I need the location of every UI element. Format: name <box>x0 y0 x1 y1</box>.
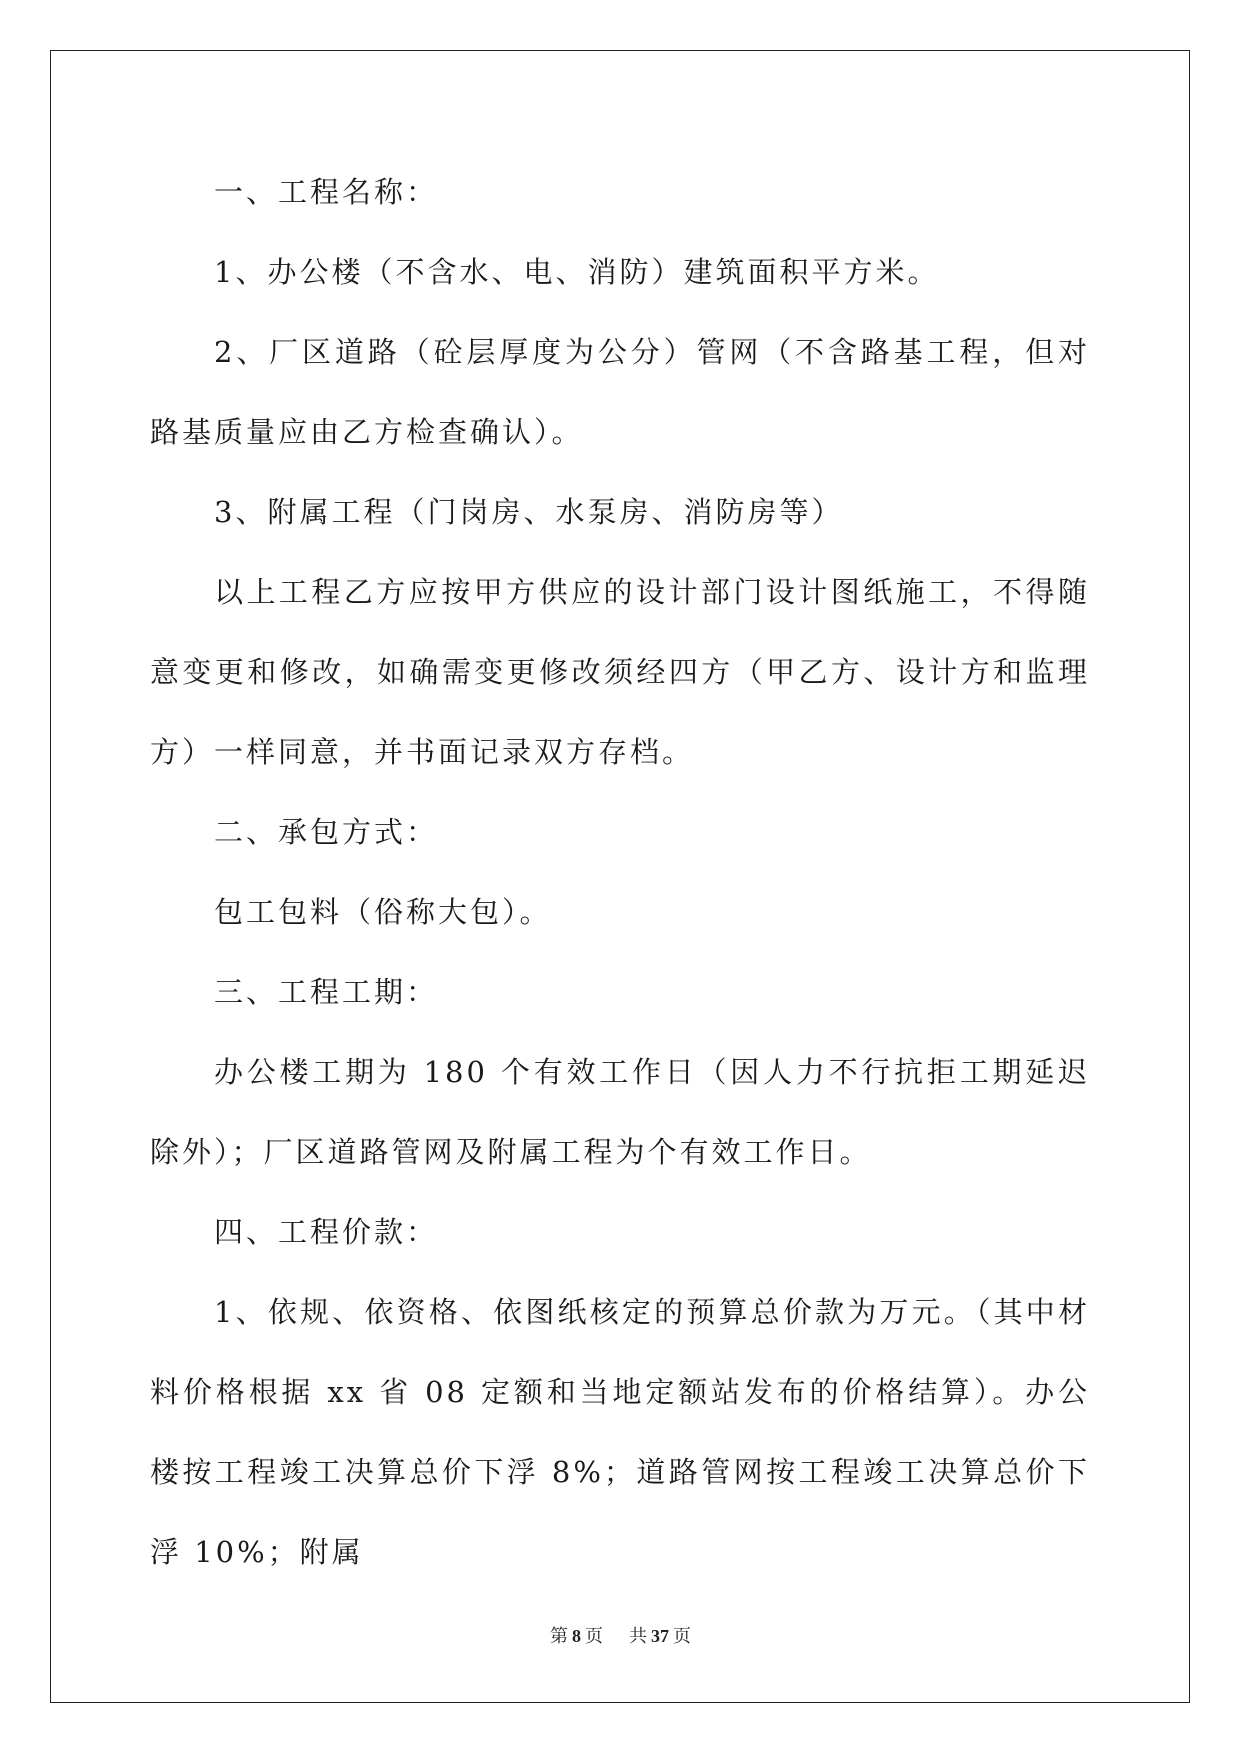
paragraph-auxiliary-works: 3、附属工程（门岗房、水泵房、消防房等） <box>214 495 844 529</box>
paragraph-section-4-heading: 四、工程价款： <box>214 1215 439 1249</box>
document-body <box>150 152 1090 1592</box>
paragraph-contract-price: 1、依规、依资格、依图纸核定的预算总价款为万元。（其中材料价格根据 xx 省 08 定额和当地定额站发布的价格结算）。办公楼按工程竣工决算总价下浮 8%；道路管网按工程竣工决算总价下浮 10%；附属 <box>150 1295 1090 1569</box>
page-footer <box>0 1622 1241 1648</box>
footer-page-suffix: 页 <box>585 1626 603 1646</box>
footer-page-prefix: 第 <box>550 1626 568 1646</box>
paragraph-section-3-heading: 三、工程工期： <box>214 975 439 1009</box>
paragraph-section-1-heading: 一、工程名称： <box>214 175 439 209</box>
paragraph-construction-period: 办公楼工期为 180 个有效工作日（因人力不行抗拒工期延迟除外）；厂区道路管网及附属工程为个有效工作日。 <box>150 1055 1090 1169</box>
footer-page-number: 8 <box>572 1626 581 1646</box>
footer-total-prefix: 共 <box>629 1626 647 1646</box>
paragraph-design-drawings: 以上工程乙方应按甲方供应的设计部门设计图纸施工，不得随意变更和修改，如确需变更修改须经四方（甲乙方、设计方和监理方）一样同意，并书面记录双方存档。 <box>150 575 1090 769</box>
footer-total-suffix: 页 <box>673 1626 691 1646</box>
footer-total-pages: 37 <box>651 1626 669 1646</box>
paragraph-factory-roads: 2、厂区道路（砼层厚度为公分）管网（不含路基工程，但对路基质量应由乙方检查确认）。 <box>150 335 1090 449</box>
paragraph-office-building: 1、办公楼（不含水、电、消防）建筑面积平方米。 <box>214 255 940 289</box>
paragraph-contract-method: 包工包料（俗称大包）。 <box>214 895 552 929</box>
paragraph-section-2-heading: 二、承包方式： <box>214 815 439 849</box>
